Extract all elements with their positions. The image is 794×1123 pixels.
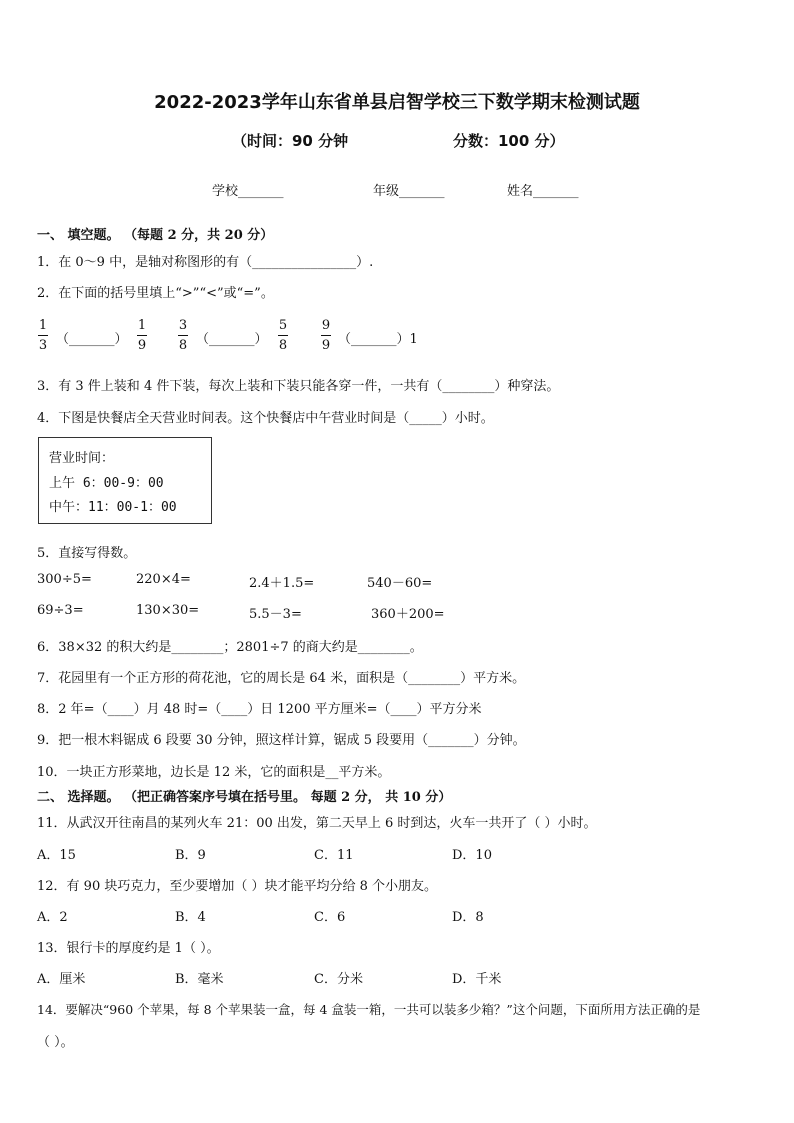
numerator: 3 [178, 318, 188, 333]
option-b[interactable]: B．毫米 [175, 972, 224, 987]
fraction-9-9 [321, 318, 331, 353]
morning-hours: 上午 6：00-9：00 [49, 476, 164, 491]
noon-hours: 中午：11：00-1：00 [49, 500, 177, 515]
fraction-5-8 [278, 318, 288, 353]
option-d[interactable]: D．10 [452, 848, 492, 863]
question-6: 6．38×32 的积大约是________；2801÷7 的商大约是________。 [37, 640, 423, 655]
question-13: 13．银行卡的厚度约是 1（ ）。 [37, 941, 220, 956]
calc-item: 220×4= [136, 572, 191, 587]
compare-blank-1[interactable]: （_______） [56, 332, 128, 347]
option-d[interactable]: D．8 [452, 910, 484, 925]
question-4: 4．下图是快餐店全天营业时间表。这个快餐店中午营业时间是（_____）小时。 [37, 411, 494, 426]
option-c[interactable]: C．11 [314, 848, 354, 863]
school-field[interactable]: 学校_______ [212, 184, 284, 199]
question-8: 8．2 年=（____）月 48 时=（____）日 1200 平方厘米=（____）平方分米 [37, 702, 482, 717]
denominator: 9 [137, 338, 147, 353]
option-a[interactable]: A．15 [37, 848, 76, 863]
option-a[interactable]: A．厘米 [37, 972, 86, 987]
option-b[interactable]: B．9 [175, 848, 206, 863]
exam-title: 2022-2023学年山东省单县启智学校三下数学期末检测试题 [154, 92, 640, 113]
compare-blank-2[interactable]: （_______） [196, 332, 268, 347]
fraction-3-8 [178, 318, 188, 353]
numerator: 1 [38, 318, 48, 333]
question-12: 12．有 90 块巧克力，至少要增加（ ）块才能平均分给 8 个小朋友。 [37, 879, 438, 894]
calc-item: 360＋200= [371, 607, 445, 622]
fraction-1-9 [137, 318, 147, 353]
calc-item: 130×30= [136, 603, 200, 618]
option-d[interactable]: D．千米 [452, 972, 502, 987]
exam-score: 分数：100 分） [453, 132, 565, 150]
calc-item: 2.4＋1.5= [249, 576, 315, 591]
option-a[interactable]: A．2 [37, 910, 68, 925]
exam-time: （时间：90 分钟 [232, 132, 349, 150]
compare-blank-3[interactable]: （_______）1 [338, 332, 418, 347]
numerator: 9 [321, 318, 331, 333]
question-9: 9．把一根木料锯成 6 段要 30 分钟，照这样计算，锯成 5 段要用（_______）分钟。 [37, 733, 526, 748]
section-2-heading: 二、 选择题。 （把正确答案序号填在括号里。 每题 2 分， 共 10 分） [37, 790, 452, 805]
question-10: 10．一块正方形菜地，边长是 12 米，它的面积是__平方米。 [37, 765, 391, 780]
question-2: 2．在下面的括号里填上“>”“<”或“=”。 [37, 286, 274, 301]
numerator: 1 [137, 318, 147, 333]
calc-item: 540－60= [367, 576, 433, 591]
calc-item: 69÷3= [37, 603, 84, 618]
denominator: 3 [38, 338, 48, 353]
denominator: 8 [278, 338, 288, 353]
question-7: 7．花园里有一个正方形的荷花池，它的周长是 64 米，面积是（________）平方米。 [37, 671, 526, 686]
business-hours-box [38, 437, 212, 524]
name-field[interactable]: 姓名_______ [507, 184, 579, 199]
option-c[interactable]: C．6 [314, 910, 346, 925]
question-5: 5．直接写得数。 [37, 546, 137, 561]
question-14-continued: （ ）。 [37, 1035, 74, 1050]
calc-item: 300÷5= [37, 572, 92, 587]
denominator: 9 [321, 338, 331, 353]
grade-field[interactable]: 年级_______ [373, 184, 445, 199]
numerator: 5 [278, 318, 288, 333]
question-14: 14．要解决“960 个苹果，每 8 个苹果装一盒，每 4 盒装一箱，一共可以装多少箱？”这个问题，下面所用方法正确的是 [37, 1002, 701, 1017]
business-hours-heading: 营业时间： [49, 451, 115, 466]
fraction-1-3 [38, 318, 48, 353]
option-b[interactable]: B．4 [175, 910, 206, 925]
section-1-heading: 一、 填空题。 （每题 2 分，共 20 分） [37, 228, 274, 243]
denominator: 8 [178, 338, 188, 353]
question-11: 11．从武汉开往南昌的某列火车 21：00 出发，第二天早上 6 时到达，火车一共开了（ ）小时。 [37, 816, 597, 831]
question-3: 3．有 3 件上装和 4 件下装，每次上装和下装只能各穿一件，一共有（________）种穿法。 [37, 379, 560, 394]
option-c[interactable]: C．分米 [314, 972, 363, 987]
question-1: 1．在 0～9 中，是轴对称图形的有（________________）. [37, 255, 374, 270]
calc-item: 5.5－3= [249, 607, 302, 622]
